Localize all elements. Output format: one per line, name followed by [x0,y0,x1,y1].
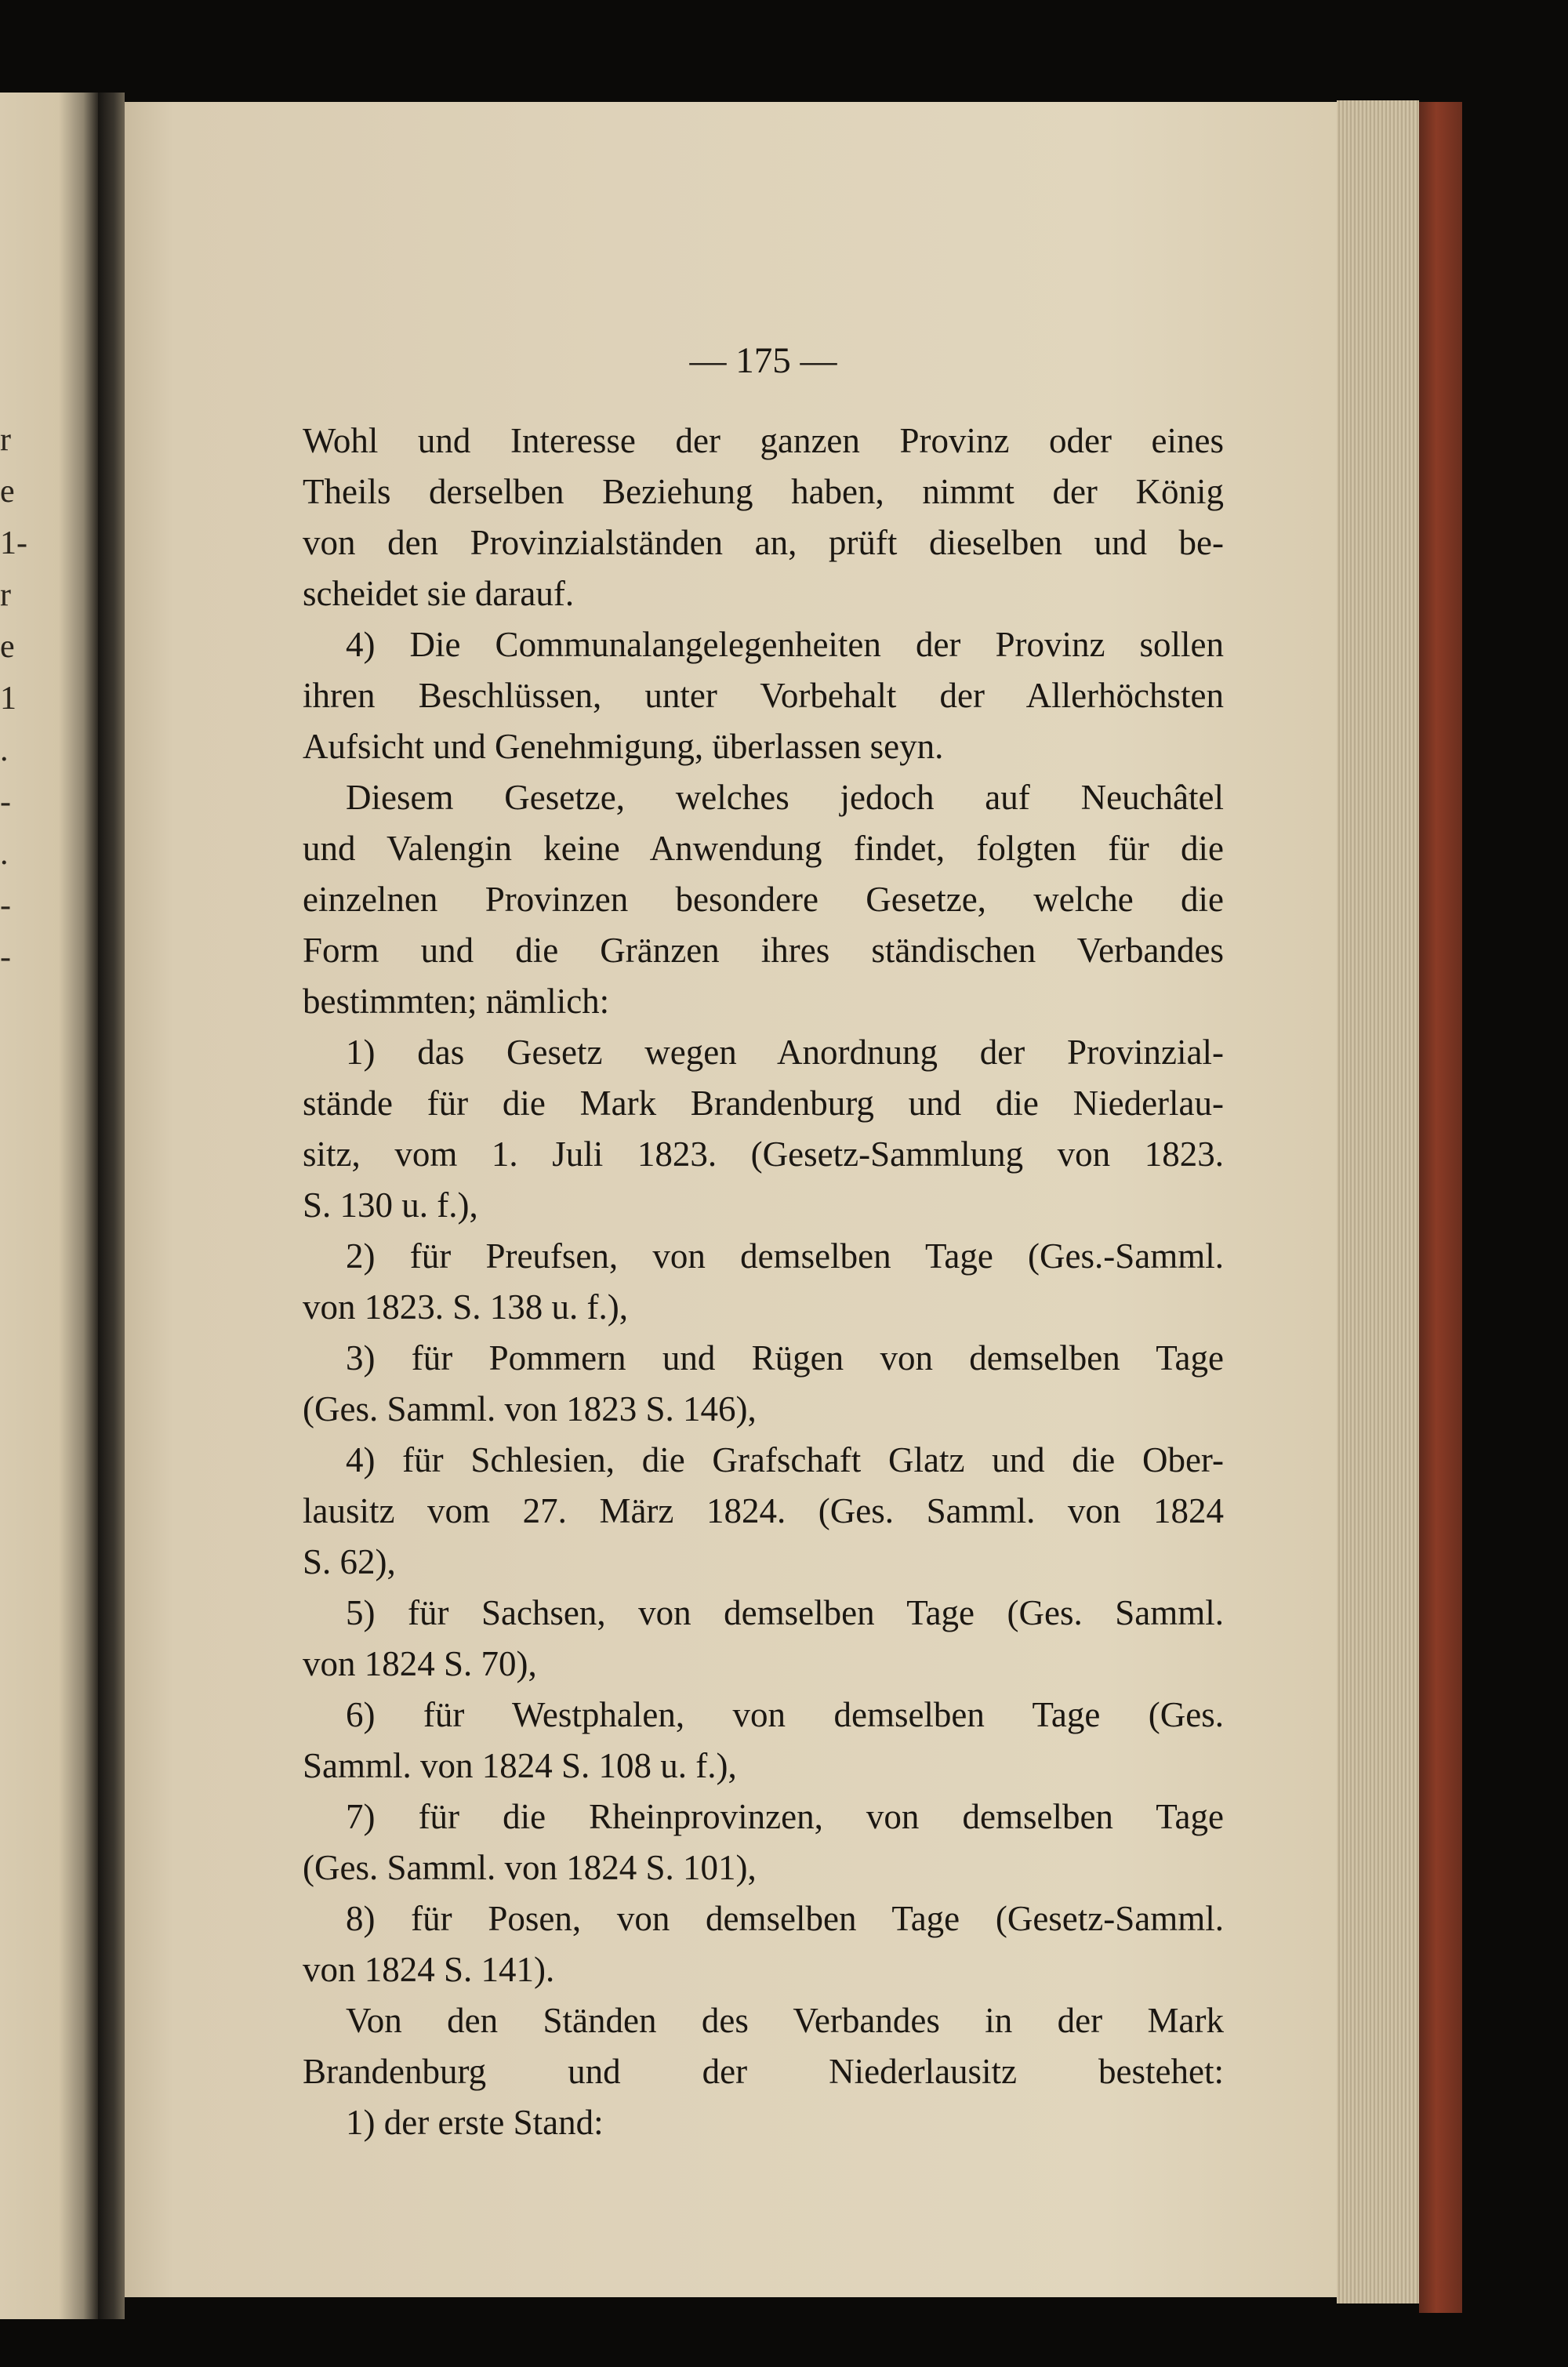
text-line: 5) für Sachsen, von demselben Tage (Ges. Samml. [346,1593,1224,1632]
text-line: Aufsicht und Genehmigung, überlassen seyn. [303,727,944,766]
page-number: — 175 — [689,340,837,381]
text-line: 4) für Schlesien, die Grafschaft Glatz und die Ober- [346,1440,1224,1479]
text-line: von 1823. S. 138 u. f.), [303,1287,628,1327]
text-line: Brandenburg und der Niederlausitz bestehet: [303,2052,1224,2091]
edge-letter: e [0,629,15,665]
text-line: Von den Ständen des Verbandes in der Mark [346,2001,1224,2040]
edge-letter: r [0,577,11,613]
edge-letter: e [0,474,15,510]
text-line: Form und die Gränzen ihres ständischen Verbandes [303,931,1224,970]
text-line: (Ges. Samml. von 1824 S. 101), [303,1848,757,1887]
text-line: 1) das Gesetz wegen Anordnung der Provinzial- [346,1033,1224,1072]
edge-letter: r [0,422,11,458]
left-page-edge-text [0,414,27,983]
text-line: von den Provinzialständen an, prüft dieselben und be- [303,523,1224,562]
left-facing-page [0,93,98,2319]
text-line: von 1824 S. 141). [303,1950,555,1989]
text-line: ihren Beschlüssen, unter Vorbehalt der Allerhöchsten [303,676,1224,715]
text-line: stände für die Mark Brandenburg und die Niederlau- [303,1084,1224,1123]
text-line: bestimmten; nämlich: [303,982,610,1021]
text-line: S. 130 u. f.), [303,1185,478,1225]
text-line: 2) für Preufsen, von demselben Tage (Ges.-Samml. [346,1236,1224,1276]
edge-letter: . [0,836,9,872]
text-line: (Ges. Samml. von 1823 S. 146), [303,1389,757,1429]
text-line: lausitz vom 27. März 1824. (Ges. Samml. von 1824 [303,1491,1224,1530]
text-line: S. 62), [303,1542,396,1581]
text-line: 8) für Posen, von demselben Tage (Gesetz-Samml. [346,1899,1224,1938]
text-line: Samml. von 1824 S. 108 u. f.), [303,1746,737,1785]
text-line: Theils derselben Beziehung haben, nimmt der König [303,472,1224,511]
text-line: und Valengin keine Anwendung findet, folgten für die [303,829,1224,868]
text-line: Diesem Gesetze, welches jedoch auf Neuchâtel [346,778,1224,817]
page-stack-edges [1337,100,1419,2303]
text-line: scheidet sie darauf. [303,574,575,613]
text-line: 3) für Pommern und Rügen von demselben Tage [346,1338,1224,1378]
book-page [125,102,1348,2297]
edge-letter: . [0,732,9,768]
book-gutter [98,93,125,2319]
text-line: Wohl und Interesse der ganzen Provinz oder eines [303,421,1224,460]
text-line: 6) für Westphalen, von demselben Tage (Ges. [346,1695,1224,1734]
text-line: 7) für die Rheinprovinzen, von demselben Tage [346,1797,1224,1836]
text-line: 4) Die Communalangelegenheiten der Provinz sollen [346,625,1224,664]
text-line: von 1824 S. 70), [303,1644,537,1683]
text-line: 1) der erste Stand: [346,2103,604,2142]
edge-letter: 1- [0,525,27,561]
text-line: einzelnen Provinzen besondere Gesetze, welche die [303,880,1224,919]
edge-letter: - [0,939,11,975]
text-line: sitz, vom 1. Juli 1823. (Gesetz-Sammlung von 1823. [303,1134,1224,1174]
edge-letter: - [0,888,11,924]
edge-letter: 1 [0,681,16,717]
book-cover-edge [1419,102,1462,2313]
edge-letter: - [0,784,11,820]
